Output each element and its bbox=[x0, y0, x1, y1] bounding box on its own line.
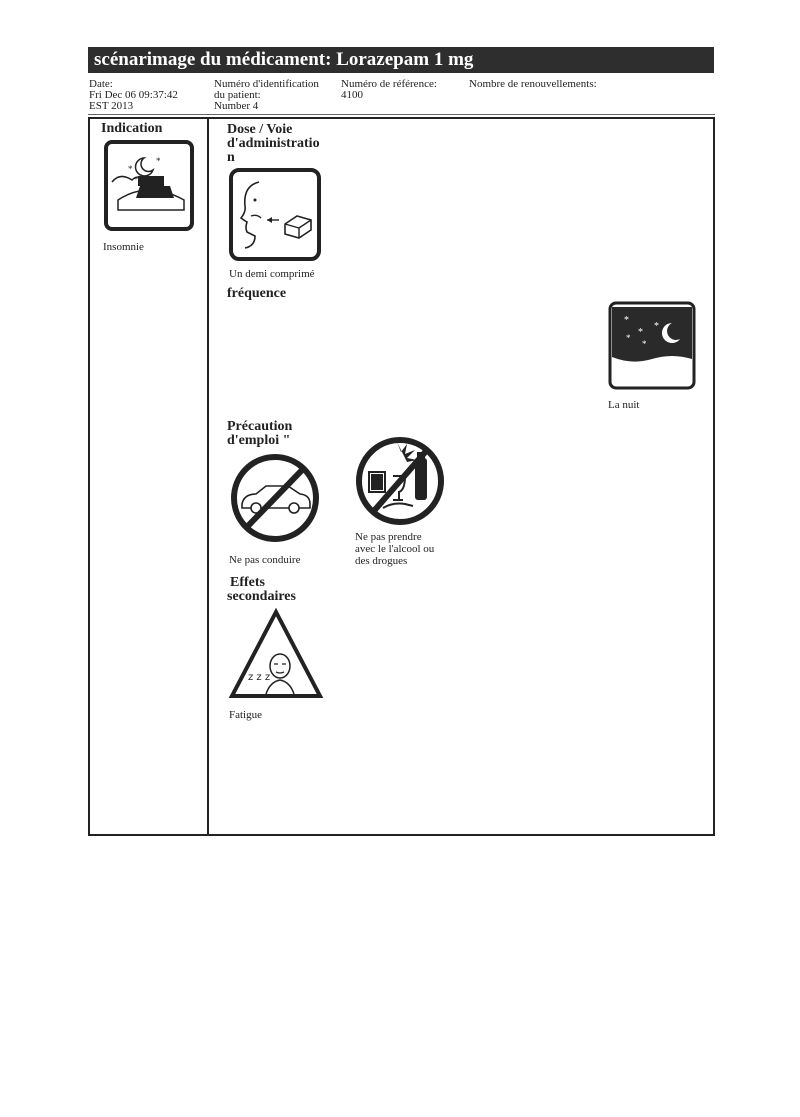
precaution-caption-2-line2: avec le l'alcool ou bbox=[355, 543, 435, 555]
svg-text:*: * bbox=[134, 175, 138, 184]
date-value-line2: EST 2013 bbox=[89, 100, 134, 112]
date-block bbox=[89, 79, 178, 112]
frequency-heading: fréquence bbox=[227, 286, 287, 301]
date-label: Date: bbox=[89, 78, 113, 90]
reference-label: Numéro de référence: bbox=[341, 78, 437, 90]
side-effects-caption: Fatigue bbox=[229, 709, 262, 721]
svg-text:*: * bbox=[638, 327, 643, 338]
svg-text:*: * bbox=[156, 156, 161, 166]
frequency-caption: La nuit bbox=[608, 399, 640, 411]
document-title: scénarimage du médicament: Lorazepam 1 mg bbox=[88, 47, 714, 73]
date-value-line1: Fri Dec 06 09:37:42 bbox=[89, 89, 178, 101]
precaution-caption-1: Ne pas conduire bbox=[229, 554, 301, 566]
indication-caption: Insomnie bbox=[103, 241, 144, 253]
refills-block bbox=[469, 79, 597, 90]
no-driving-icon bbox=[228, 452, 322, 544]
reference-block bbox=[341, 79, 437, 101]
precaution-caption-2-line3: des drogues bbox=[355, 555, 408, 567]
svg-text:*: * bbox=[642, 339, 647, 349]
night-sky-icon bbox=[608, 301, 696, 390]
patient-id-block bbox=[214, 79, 319, 112]
precaution-heading-line2: d'emploi " bbox=[227, 433, 291, 448]
dose-caption: Un demi comprimé bbox=[229, 268, 315, 280]
sleep-bed-icon bbox=[104, 140, 194, 231]
header-divider bbox=[88, 114, 715, 115]
svg-text:*: * bbox=[128, 164, 133, 174]
svg-text:*: * bbox=[624, 315, 629, 326]
dose-heading-line2: d'administratio bbox=[227, 136, 320, 151]
refills-label: Nombre de renouvellements: bbox=[469, 78, 597, 90]
svg-text:*: * bbox=[626, 333, 631, 343]
precaution-caption-2-line1: Ne pas prendre bbox=[355, 531, 422, 543]
side-effects-heading-line2: secondaires bbox=[227, 589, 296, 604]
precaution-heading-line1: Précaution bbox=[227, 419, 293, 434]
reference-value: 4100 bbox=[341, 89, 363, 101]
indication-heading: Indication bbox=[101, 121, 163, 136]
dose-heading-line1: Dose / Voie bbox=[227, 122, 293, 137]
patient-id-label-line1: Numéro d'identification bbox=[214, 78, 319, 90]
svg-text:*: * bbox=[654, 321, 659, 332]
patient-id-label-line2: du patient: bbox=[214, 89, 261, 101]
patient-id-value: Number 4 bbox=[214, 100, 259, 112]
swallow-pill-icon bbox=[229, 168, 321, 261]
no-alcohol-drugs-icon bbox=[353, 432, 447, 526]
side-effects-heading-line1: Effets bbox=[230, 575, 265, 590]
svg-text:z z z: z z z bbox=[248, 672, 271, 683]
column-divider bbox=[207, 117, 209, 836]
fatigue-warning-icon bbox=[228, 608, 324, 700]
dose-heading-line3: n bbox=[227, 150, 235, 165]
